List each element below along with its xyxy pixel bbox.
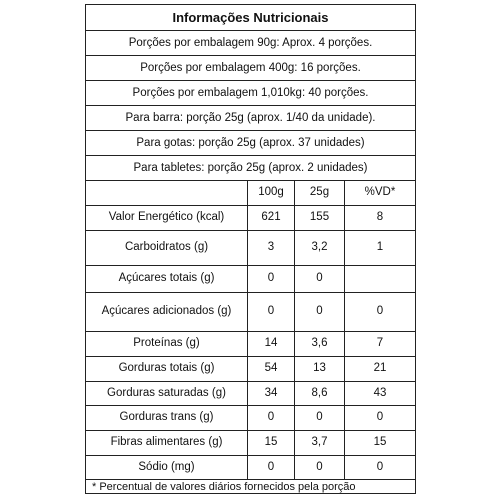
header-cell-label xyxy=(86,181,247,205)
table-row xyxy=(86,405,415,430)
nutrient-label: Proteínas (g) xyxy=(133,337,200,350)
value-vd: 0 xyxy=(344,406,415,430)
table-row xyxy=(86,265,415,292)
value-25g: 0 xyxy=(294,293,344,331)
nutrient-label: Valor Energético (kcal) xyxy=(108,211,225,224)
serving-line: Porções por embalagem 400g: 16 porções. xyxy=(86,55,415,80)
table-row xyxy=(86,356,415,381)
value-100g: 0 xyxy=(247,266,294,292)
value-25g: 0 xyxy=(294,266,344,292)
value-25g: 3,7 xyxy=(294,431,344,455)
value-100g: 621 xyxy=(247,206,294,230)
value-vd: 21 xyxy=(344,357,415,381)
value-vd: 43 xyxy=(344,382,415,405)
serving-line: Porções por embalagem 90g: Aprox. 4 porções. xyxy=(86,30,415,55)
value-100g: 0 xyxy=(247,406,294,430)
value-100g: 15 xyxy=(247,431,294,455)
serving-line: Para tabletes: porção 25g (aprox. 2 unidades) xyxy=(86,155,415,180)
value-100g: 54 xyxy=(247,357,294,381)
nutrient-label: Sódio (mg) xyxy=(138,460,195,473)
table-row xyxy=(86,230,415,265)
value-25g: 13 xyxy=(294,357,344,381)
value-25g: 155 xyxy=(294,206,344,230)
header-cell-vd: %VD* xyxy=(344,181,415,205)
table-header-row xyxy=(86,180,415,205)
nutrient-label: Gorduras totais (g) xyxy=(118,362,215,375)
value-vd: 7 xyxy=(344,332,415,356)
table-row xyxy=(86,292,415,331)
nutrient-label: Carboidratos (g) xyxy=(124,241,209,254)
table-row xyxy=(86,455,415,479)
value-25g: 0 xyxy=(294,406,344,430)
value-25g: 3,6 xyxy=(294,332,344,356)
header-cell-25g: 25g xyxy=(294,181,344,205)
value-100g: 0 xyxy=(247,456,294,479)
value-100g: 3 xyxy=(247,231,294,265)
nutrient-label: Açúcares adicionados (g) xyxy=(101,305,232,318)
table-row xyxy=(86,430,415,455)
value-100g: 0 xyxy=(247,293,294,331)
table-row xyxy=(86,381,415,405)
value-vd: 0 xyxy=(344,293,415,331)
serving-line: Para gotas: porção 25g (aprox. 37 unidades) xyxy=(86,130,415,155)
table-row xyxy=(86,331,415,356)
footnote: * Percentual de valores diários fornecidos pela porção xyxy=(86,479,415,493)
value-vd: 0 xyxy=(344,456,415,479)
nutrient-label: Açúcares totais (g) xyxy=(118,272,215,285)
value-25g: 8,6 xyxy=(294,382,344,405)
value-vd: 1 xyxy=(344,231,415,265)
panel-title: Informações Nutricionais xyxy=(172,10,329,25)
value-vd: 8 xyxy=(344,206,415,230)
nutrient-label: Gorduras trans (g) xyxy=(119,411,214,424)
table-row xyxy=(86,205,415,230)
value-100g: 34 xyxy=(247,382,294,405)
serving-line: Porções por embalagem 1,010kg: 40 porções. xyxy=(86,80,415,105)
value-100g: 14 xyxy=(247,332,294,356)
value-vd xyxy=(344,266,415,292)
nutrition-facts-panel xyxy=(85,4,416,494)
header-cell-100g: 100g xyxy=(247,181,294,205)
value-vd: 15 xyxy=(344,431,415,455)
value-25g: 3,2 xyxy=(294,231,344,265)
value-25g: 0 xyxy=(294,456,344,479)
nutrient-label: Fibras alimentares (g) xyxy=(110,436,223,449)
nutrient-label: Gorduras saturadas (g) xyxy=(107,386,226,399)
serving-line: Para barra: porção 25g (aprox. 1/40 da unidade). xyxy=(86,105,415,130)
